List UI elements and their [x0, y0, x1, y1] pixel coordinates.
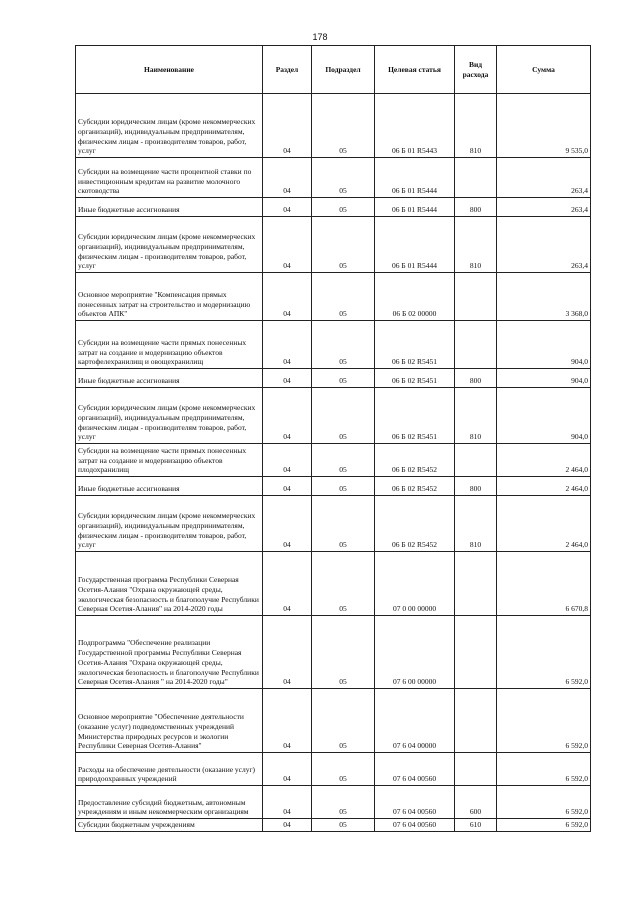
- cell-vid: 810: [455, 496, 497, 552]
- budget-table: [75, 45, 591, 832]
- cell-podrazdel: 05: [312, 819, 375, 832]
- cell-podrazdel: 05: [312, 786, 375, 819]
- cell-name: Субсидии юридическим лицам (кроме некоммерческих организаций), индивидуальным предпринимателям, физическим лицам - производителям товаров, работ, услуг: [76, 217, 263, 273]
- cell-target: 07 6 04 00560: [375, 819, 455, 832]
- cell-sum: 2 464,0: [497, 477, 591, 496]
- table-row: [76, 217, 591, 273]
- header-sum: Сумма: [497, 46, 591, 94]
- cell-razdel: 04: [263, 477, 312, 496]
- cell-sum: 6 592,0: [497, 819, 591, 832]
- cell-vid: [455, 689, 497, 753]
- cell-target: 06 Б 02 R5452: [375, 444, 455, 477]
- cell-razdel: 04: [263, 496, 312, 552]
- cell-razdel: 04: [263, 616, 312, 689]
- cell-sum: 6 592,0: [497, 689, 591, 753]
- cell-sum: 9 535,0: [497, 94, 591, 158]
- header-podrazdel: Подраздел: [312, 46, 375, 94]
- cell-target: 06 Б 01 R5443: [375, 94, 455, 158]
- cell-name: Субсидии бюджетным учреждениям: [76, 819, 263, 832]
- cell-podrazdel: 05: [312, 217, 375, 273]
- cell-name: Подпрограмма "Обеспечение реализации Государственной программы Республики Северная Осетия-Алания "Охрана окружающей среды, экологическая безопасность и благополучие Республики Северная Осетия-Алания " на 2014-2020 годы": [76, 616, 263, 689]
- cell-razdel: 04: [263, 198, 312, 217]
- cell-vid: [455, 273, 497, 321]
- cell-sum: 6 592,0: [497, 753, 591, 786]
- cell-sum: 2 464,0: [497, 444, 591, 477]
- cell-target: 06 Б 02 R5451: [375, 369, 455, 388]
- cell-vid: 810: [455, 388, 497, 444]
- cell-podrazdel: 05: [312, 616, 375, 689]
- cell-razdel: 04: [263, 819, 312, 832]
- table-row: [76, 616, 591, 689]
- cell-name: Субсидии на возмещение части прямых понесенных затрат на создание и модернизацию объектов плодохранилищ: [76, 444, 263, 477]
- cell-vid: 800: [455, 369, 497, 388]
- cell-vid: [455, 444, 497, 477]
- cell-target: 06 Б 01 R5444: [375, 198, 455, 217]
- cell-razdel: 04: [263, 388, 312, 444]
- cell-target: 06 Б 02 00000: [375, 273, 455, 321]
- cell-sum: 263,4: [497, 217, 591, 273]
- cell-podrazdel: 05: [312, 496, 375, 552]
- cell-razdel: 04: [263, 786, 312, 819]
- table-body: [76, 94, 591, 832]
- cell-target: 07 6 04 00000: [375, 689, 455, 753]
- cell-podrazdel: 05: [312, 477, 375, 496]
- cell-name: Субсидии на возмещение части процентной ставки по инвестиционным кредитам на развитие молочного скотоводства: [76, 158, 263, 198]
- header-target: Целевая статья: [375, 46, 455, 94]
- cell-target: 06 Б 02 R5452: [375, 496, 455, 552]
- cell-vid: [455, 552, 497, 616]
- cell-podrazdel: 05: [312, 321, 375, 369]
- cell-name: Основное мероприятие "Обеспечение деятельности (оказание услуг) подведомственных учреждений Министерства природных ресурсов и экологии Республики Северная Осетия-Алания": [76, 689, 263, 753]
- cell-podrazdel: 05: [312, 753, 375, 786]
- table-row: [76, 496, 591, 552]
- cell-sum: 904,0: [497, 369, 591, 388]
- table-row: [76, 94, 591, 158]
- cell-vid: 800: [455, 477, 497, 496]
- cell-target: 07 6 04 00560: [375, 786, 455, 819]
- cell-razdel: 04: [263, 321, 312, 369]
- header-name: Наименование: [76, 46, 263, 94]
- cell-target: 06 Б 01 R5444: [375, 158, 455, 198]
- cell-vid: 600: [455, 786, 497, 819]
- cell-target: 06 Б 01 R5444: [375, 217, 455, 273]
- cell-sum: 2 464,0: [497, 496, 591, 552]
- cell-podrazdel: 05: [312, 388, 375, 444]
- cell-podrazdel: 05: [312, 158, 375, 198]
- cell-razdel: 04: [263, 158, 312, 198]
- cell-name: Субсидии юридическим лицам (кроме некоммерческих организаций), индивидуальным предпринимателям, физическим лицам - производителям товаров, работ, услуг: [76, 94, 263, 158]
- cell-sum: 3 368,0: [497, 273, 591, 321]
- cell-name: Государственная программа Республики Северная Осетия-Алания "Охрана окружающей среды, экологическая безопасность и благополучие Республики Северная Осетия-Алания" на 2014-2020 годы: [76, 552, 263, 616]
- cell-vid: 610: [455, 819, 497, 832]
- header-razdel: Раздел: [263, 46, 312, 94]
- table-row: [76, 689, 591, 753]
- cell-podrazdel: 05: [312, 369, 375, 388]
- cell-razdel: 04: [263, 369, 312, 388]
- cell-sum: 263,4: [497, 198, 591, 217]
- cell-target: 07 6 04 00560: [375, 753, 455, 786]
- cell-podrazdel: 05: [312, 273, 375, 321]
- cell-target: 07 6 00 00000: [375, 616, 455, 689]
- cell-razdel: 04: [263, 273, 312, 321]
- cell-vid: 810: [455, 217, 497, 273]
- cell-podrazdel: 05: [312, 198, 375, 217]
- cell-podrazdel: 05: [312, 552, 375, 616]
- cell-sum: 6 670,8: [497, 552, 591, 616]
- cell-name: Субсидии на возмещение части прямых понесенных затрат на создание и модернизацию объектов картофелехранилищ и овощехранилищ: [76, 321, 263, 369]
- table-row: [76, 388, 591, 444]
- cell-vid: [455, 158, 497, 198]
- table-row: [76, 273, 591, 321]
- table-row: [76, 158, 591, 198]
- cell-vid: [455, 753, 497, 786]
- cell-sum: 263,4: [497, 158, 591, 198]
- table-row: [76, 819, 591, 832]
- table-row: [76, 198, 591, 217]
- table-row: [76, 786, 591, 819]
- header-row: [76, 46, 591, 94]
- table-row: [76, 321, 591, 369]
- cell-podrazdel: 05: [312, 689, 375, 753]
- cell-target: 07 0 00 00000: [375, 552, 455, 616]
- cell-name: Субсидии юридическим лицам (кроме некоммерческих организаций), индивидуальным предпринимателям, физическим лицам - производителям товаров, работ, услуг: [76, 496, 263, 552]
- cell-target: 06 Б 02 R5452: [375, 477, 455, 496]
- table-row: [76, 753, 591, 786]
- cell-podrazdel: 05: [312, 444, 375, 477]
- table-header: [76, 46, 591, 94]
- cell-vid: 810: [455, 94, 497, 158]
- cell-target: 06 Б 02 R5451: [375, 321, 455, 369]
- cell-name: Основное мероприятие "Компенсация прямых понесенных затрат на строительство и модернизацию объектов АПК": [76, 273, 263, 321]
- cell-sum: 904,0: [497, 321, 591, 369]
- table-row: [76, 369, 591, 388]
- table-row: [76, 477, 591, 496]
- cell-vid: 800: [455, 198, 497, 217]
- cell-vid: [455, 616, 497, 689]
- cell-razdel: 04: [263, 753, 312, 786]
- cell-razdel: 04: [263, 689, 312, 753]
- cell-razdel: 04: [263, 444, 312, 477]
- table-row: [76, 552, 591, 616]
- cell-sum: 6 592,0: [497, 616, 591, 689]
- cell-name: Иные бюджетные ассигнования: [76, 477, 263, 496]
- cell-sum: 6 592,0: [497, 786, 591, 819]
- cell-name: Иные бюджетные ассигнования: [76, 369, 263, 388]
- cell-podrazdel: 05: [312, 94, 375, 158]
- table-row: [76, 444, 591, 477]
- cell-vid: [455, 321, 497, 369]
- cell-target: 06 Б 02 R5451: [375, 388, 455, 444]
- cell-razdel: 04: [263, 552, 312, 616]
- cell-name: Предоставление субсидий бюджетным, автономным учреждениям и иным некоммерческим организациям: [76, 786, 263, 819]
- page-number: 178: [312, 32, 328, 42]
- cell-sum: 904,0: [497, 388, 591, 444]
- cell-razdel: 04: [263, 217, 312, 273]
- cell-name: Расходы на обеспечение деятельности (оказание услуг) природоохранных учреждений: [76, 753, 263, 786]
- header-vid: Вид расхода: [455, 46, 497, 94]
- cell-razdel: 04: [263, 94, 312, 158]
- cell-name: Субсидии юридическим лицам (кроме некоммерческих организаций), индивидуальным предпринимателям, физическим лицам - производителям товаров, работ, услуг: [76, 388, 263, 444]
- cell-name: Иные бюджетные ассигнования: [76, 198, 263, 217]
